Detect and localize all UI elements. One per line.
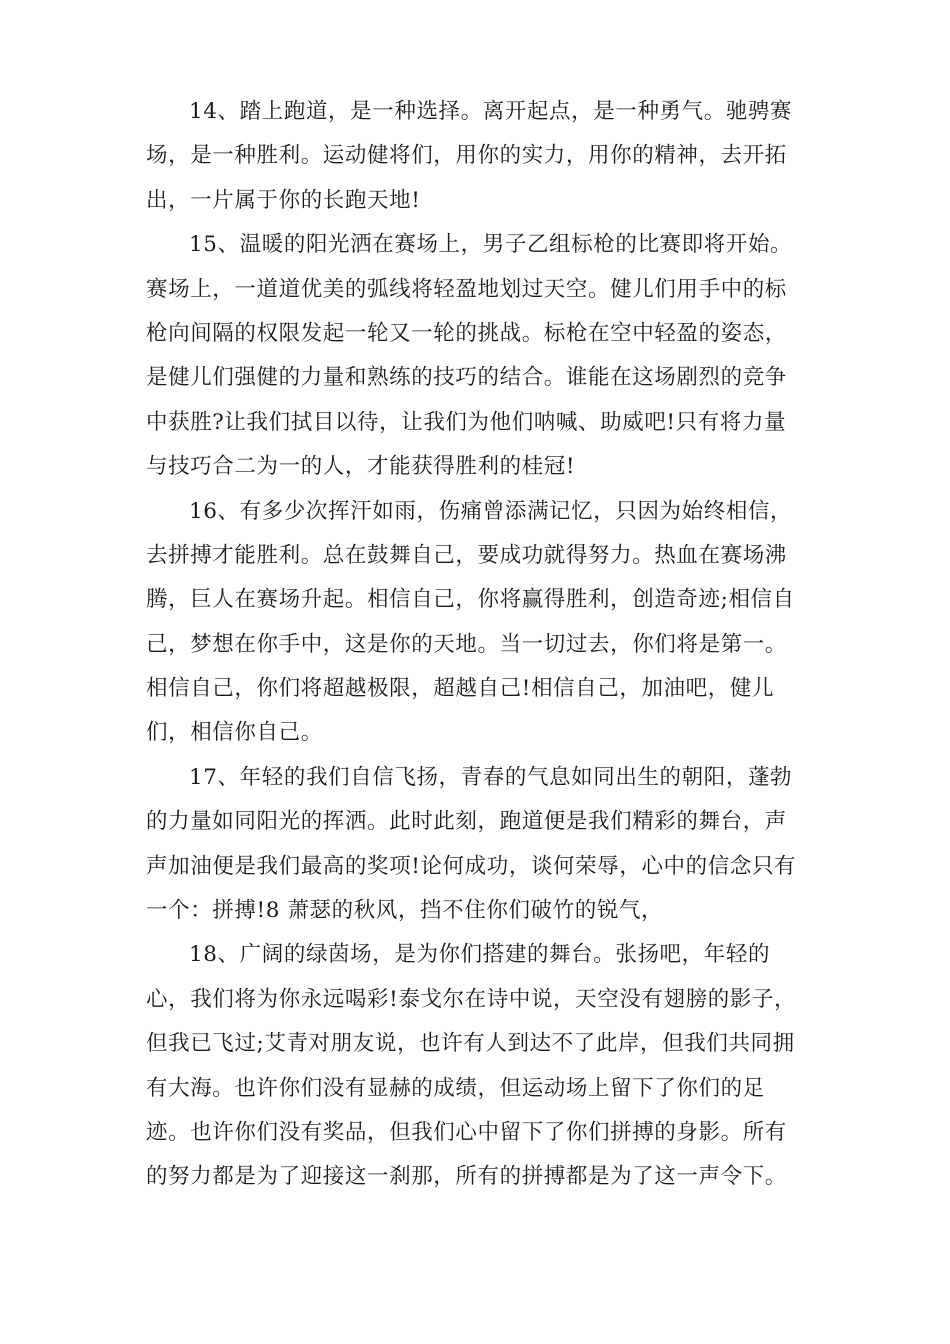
- text-line: 们，相信你自己。: [146, 720, 323, 746]
- text-line: 但我已飞过;艾青对朋友说，也许有人到达不了此岸，但我们共同拥: [146, 1031, 795, 1057]
- text-line: 枪向间隔的权限发起一轮又一轮的挑战。标枪在空中轻盈的姿态，: [146, 320, 787, 346]
- paragraph-17: [146, 756, 814, 934]
- text-line: 心，我们将为你永远喝彩!泰戈尔在诗中说，天空没有翅膀的影子，: [146, 986, 797, 1012]
- text-line: 17、年轻的我们自信飞扬，青春的气息如同出生的朝阳，蓬勃: [189, 764, 793, 790]
- text-line: 相信自己，你们将超越极限，超越自己!相信自己，加油吧，健儿: [146, 676, 775, 702]
- document-body: [146, 90, 814, 1200]
- paragraph-18: [146, 933, 814, 1199]
- text-line: 有大海。也许你们没有显赫的成绩，但运动场上留下了你们的足: [146, 1075, 765, 1101]
- text-line: 与技巧合二为一的人，才能获得胜利的桂冠!: [146, 454, 576, 480]
- text-line: 是健儿们强健的力量和熟练的技巧的结合。谁能在这场剧烈的竞争: [146, 365, 787, 391]
- text-line: 去拼搏才能胜利。总在鼓舞自己，要成功就得努力。热血在赛场沸: [146, 542, 787, 568]
- text-line: 一个：拼搏!8 萧瑟的秋风，挡不住你们破竹的锐气，: [146, 898, 664, 924]
- text-line: 中获胜?让我们拭目以待，让我们为他们呐喊、助威吧!只有将力量: [146, 409, 787, 435]
- text-line: 腾，巨人在赛场升起。相信自己，你将赢得胜利，创造奇迹;相信自: [146, 587, 795, 613]
- text-line: 迹。也许你们没有奖品，但我们心中留下了你们拼搏的身影。所有: [146, 1119, 787, 1145]
- text-line: 己，梦想在你手中，这是你的天地。当一切过去，你们将是第一。: [146, 631, 787, 657]
- text-line: 的努力都是为了迎接这一刹那，所有的拼搏都是为了这一声令下。: [146, 1164, 787, 1190]
- paragraph-15: [146, 223, 814, 489]
- text-line: 18、广阔的绿茵场，是为你们搭建的舞台。张扬吧，年轻的: [189, 942, 771, 968]
- text-line: 场，是一种胜利。运动健将们，用你的实力，用你的精神，去开拓: [146, 143, 787, 169]
- text-line: 15、温暖的阳光洒在赛场上，男子乙组标枪的比赛即将开始。: [189, 232, 793, 258]
- text-line: 14、踏上跑道，是一种选择。离开起点，是一种勇气。驰骋赛: [189, 99, 793, 124]
- paragraph-16: [146, 490, 814, 756]
- text-line: 赛场上，一道道优美的弧线将轻盈地划过天空。健儿们用手中的标: [146, 276, 787, 302]
- paragraph-14: [146, 90, 814, 223]
- text-line: 16、有多少次挥汗如雨，伤痛曾添满记忆，只因为始终相信，: [189, 498, 793, 524]
- text-line: 的力量如同阳光的挥洒。此时此刻，跑道便是我们精彩的舞台，声: [146, 809, 787, 835]
- text-line: 声加油便是我们最高的奖项!论何成功，谈何荣辱，心中的信念只有: [146, 853, 797, 879]
- text-line: 出，一片属于你的长跑天地!: [146, 187, 421, 213]
